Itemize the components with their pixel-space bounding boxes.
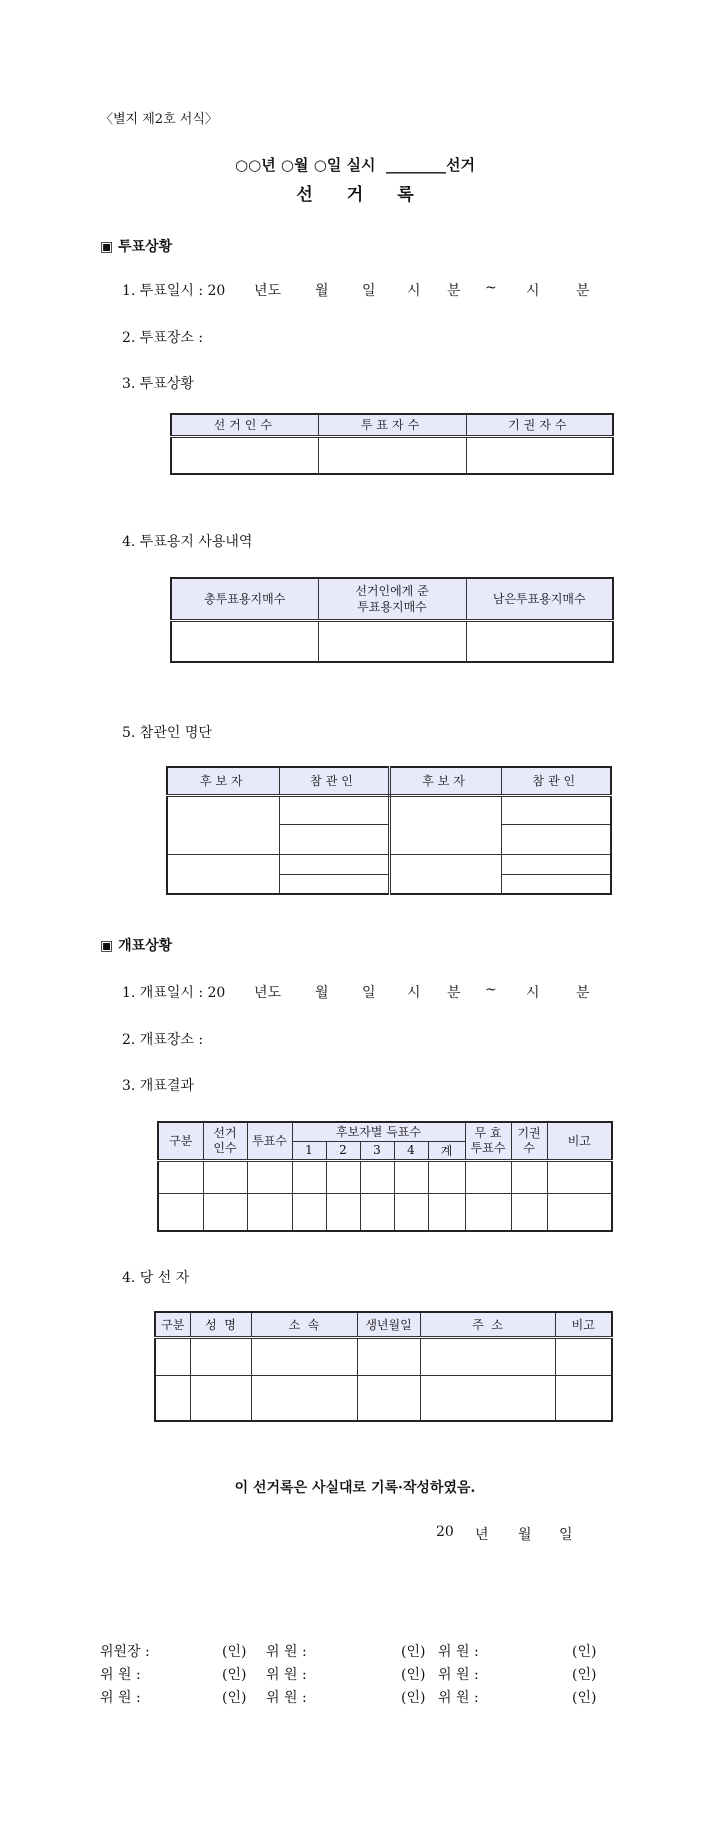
winner-cell[interactable]: [190, 1375, 251, 1421]
cell-observer[interactable]: [279, 824, 389, 854]
result-cell[interactable]: [465, 1193, 511, 1231]
voting-datetime-label: 1. 투표일시 : 20: [122, 283, 226, 299]
unit-tilde: ~: [485, 982, 497, 998]
unit-day: 일: [362, 985, 376, 1001]
cell-candidate[interactable]: [167, 795, 279, 854]
signature-title: 위 원 :: [266, 1644, 307, 1660]
signature-title: 위 원 :: [266, 1667, 307, 1683]
cell-voters[interactable]: [171, 436, 318, 474]
header-ballots-cast: 투표자수: [318, 414, 466, 436]
unit-minute: 분: [447, 985, 461, 1001]
election-title-line: ○○년 ○월 ○일 실시 ________선거: [235, 156, 475, 174]
header-candidate-3: 3: [360, 1141, 394, 1160]
ballot-usage-label: 4. 투표용지 사용내역: [122, 534, 253, 550]
header-observer-1: 참관인: [279, 767, 389, 795]
header-candidate-1: 1: [292, 1141, 326, 1160]
cell-ballots-cast[interactable]: [318, 436, 466, 474]
winner-cell[interactable]: [555, 1375, 612, 1421]
seal-mark: (인): [572, 1644, 597, 1660]
sign-date-day-unit: 일: [559, 1527, 573, 1543]
winner-cell[interactable]: [357, 1375, 420, 1421]
confirmation-statement: 이 선거록은 사실대로 기록·작성하였음.: [234, 1480, 476, 1496]
signature-title: 위 원 :: [100, 1667, 141, 1683]
result-cell[interactable]: [326, 1193, 360, 1231]
cell-candidate[interactable]: [389, 795, 501, 854]
header-candidate-4: 4: [394, 1141, 428, 1160]
header-votes-by-candidate: 후보자별 득표수: [292, 1122, 465, 1141]
header-voter-count: 선거 인수: [203, 1122, 247, 1160]
header-candidate-1: 후보자: [167, 767, 279, 795]
voting-datetime-row: [122, 280, 602, 300]
signature-title: 위 원 :: [438, 1667, 479, 1683]
cell-total-ballots[interactable]: [171, 620, 318, 662]
seal-mark: (인): [222, 1644, 247, 1660]
header-total-ballots: 총투표용지매수: [171, 578, 318, 620]
winner-cell[interactable]: [155, 1337, 190, 1375]
result-cell[interactable]: [394, 1160, 428, 1193]
header-birthdate: 생년월일: [357, 1312, 420, 1337]
voting-status-label: 3. 투표상황: [122, 376, 194, 392]
signature-row: [100, 1641, 600, 1661]
counting-datetime-row: [122, 982, 602, 1002]
winner-cell[interactable]: [357, 1337, 420, 1375]
winner-cell[interactable]: [251, 1337, 357, 1375]
result-cell[interactable]: [203, 1160, 247, 1193]
cell-abstainers[interactable]: [466, 436, 613, 474]
form-number: 〈별지 제2호 서식〉: [100, 112, 218, 127]
header-observer-2: 참관인: [501, 767, 611, 795]
unit-month: 월: [315, 283, 329, 299]
winner-cell[interactable]: [190, 1337, 251, 1375]
sign-date-year-prefix: 20: [436, 1524, 454, 1540]
result-cell[interactable]: [247, 1160, 292, 1193]
result-cell[interactable]: [547, 1193, 612, 1231]
signature-title: 위 원 :: [438, 1690, 479, 1706]
observer-list-label: 5. 참관인 명단: [122, 725, 212, 741]
cell-observer[interactable]: [501, 795, 611, 824]
seal-mark: (인): [572, 1667, 597, 1683]
unit-year: 년도: [254, 283, 282, 299]
voting-place-label: 2. 투표장소 :: [122, 330, 204, 346]
seal-mark: (인): [222, 1667, 247, 1683]
header-gubun: 구분: [155, 1312, 190, 1337]
cell-issued-ballots[interactable]: [318, 620, 466, 662]
header-voters: 선거인수: [171, 414, 318, 436]
winner-cell[interactable]: [155, 1375, 190, 1421]
winner-cell[interactable]: [420, 1375, 555, 1421]
unit-minute-end: 분: [576, 985, 590, 1001]
document-title: 선거록: [296, 185, 448, 205]
header-total: 계: [428, 1141, 465, 1160]
header-invalid-votes: 무 효 투표수: [465, 1122, 511, 1160]
header-candidate-2: 후보자: [389, 767, 501, 795]
result-cell[interactable]: [203, 1193, 247, 1231]
cell-observer[interactable]: [501, 874, 611, 894]
signature-row: [100, 1664, 600, 1684]
cell-observer[interactable]: [501, 824, 611, 854]
result-cell[interactable]: [394, 1193, 428, 1231]
cell-observer[interactable]: [501, 854, 611, 874]
unit-tilde: ~: [485, 280, 497, 296]
unit-year: 년도: [254, 985, 282, 1001]
result-cell[interactable]: [547, 1160, 612, 1193]
signature-title: 위 원 :: [100, 1690, 141, 1706]
header-abstainers: 기권자수: [466, 414, 613, 436]
result-cell[interactable]: [292, 1160, 326, 1193]
unit-hour-end: 시: [526, 283, 540, 299]
cell-observer[interactable]: [279, 795, 389, 824]
counting-place-label: 2. 개표장소 :: [122, 1032, 204, 1048]
result-cell[interactable]: [247, 1193, 292, 1231]
winner-cell[interactable]: [555, 1337, 612, 1375]
signature-row: [100, 1687, 600, 1707]
voting-status-table: [170, 413, 614, 475]
cell-candidate[interactable]: [389, 854, 501, 894]
result-cell[interactable]: [360, 1193, 394, 1231]
header-candidate-2: 2: [326, 1141, 360, 1160]
header-remaining-ballots: 남은투표용지매수: [466, 578, 613, 620]
cell-candidate[interactable]: [167, 854, 279, 894]
sign-date-year-unit: 년: [475, 1527, 489, 1543]
header-affiliation: 소 속: [251, 1312, 357, 1337]
sign-date: [436, 1524, 576, 1544]
signature-title: 위원장 :: [100, 1644, 150, 1660]
signature-title: 위 원 :: [266, 1690, 307, 1706]
cell-observer[interactable]: [279, 874, 389, 894]
sign-date-month-unit: 월: [518, 1527, 532, 1543]
cell-remaining-ballots[interactable]: [466, 620, 613, 662]
winner-label: 4. 당 선 자: [122, 1270, 190, 1286]
cell-observer[interactable]: [279, 854, 389, 874]
result-cell[interactable]: [158, 1193, 203, 1231]
result-cell[interactable]: [428, 1193, 465, 1231]
result-cell[interactable]: [428, 1160, 465, 1193]
unit-hour: 시: [407, 283, 421, 299]
ballot-usage-table: [170, 577, 614, 663]
header-remark: 비고: [555, 1312, 612, 1337]
header-address: 주 소: [420, 1312, 555, 1337]
observer-table: [166, 766, 612, 895]
result-cell[interactable]: [292, 1193, 326, 1231]
unit-month: 월: [315, 985, 329, 1001]
header-issued-ballots: 선거인에게 준 투표용지매수: [318, 578, 466, 620]
seal-mark: (인): [401, 1644, 426, 1660]
counting-section-heading: ▣ 개표상황: [100, 938, 173, 954]
result-cell[interactable]: [326, 1160, 360, 1193]
result-cell[interactable]: [360, 1160, 394, 1193]
counting-result-label: 3. 개표결과: [122, 1078, 194, 1094]
result-cell[interactable]: [465, 1160, 511, 1193]
seal-mark: (인): [401, 1667, 426, 1683]
result-cell[interactable]: [158, 1160, 203, 1193]
unit-day: 일: [362, 283, 376, 299]
header-name: 성 명: [190, 1312, 251, 1337]
unit-minute-end: 분: [576, 283, 590, 299]
winner-table: [154, 1311, 613, 1422]
counting-result-table: [157, 1121, 613, 1232]
seal-mark: (인): [222, 1690, 247, 1706]
seal-mark: (인): [572, 1690, 597, 1706]
header-gubun: 구분: [158, 1122, 203, 1160]
voting-section-heading: ▣ 투표상황: [100, 239, 173, 255]
result-cell[interactable]: [511, 1193, 547, 1231]
winner-cell[interactable]: [420, 1337, 555, 1375]
winner-cell[interactable]: [251, 1375, 357, 1421]
unit-hour: 시: [407, 985, 421, 1001]
unit-minute: 분: [447, 283, 461, 299]
header-vote-count: 투표수: [247, 1122, 292, 1160]
signature-title: 위 원 :: [438, 1644, 479, 1660]
seal-mark: (인): [401, 1690, 426, 1706]
counting-datetime-label: 1. 개표일시 : 20: [122, 985, 226, 1001]
header-abstentions: 기권 수: [511, 1122, 547, 1160]
header-remark: 비고: [547, 1122, 612, 1160]
result-cell[interactable]: [511, 1160, 547, 1193]
unit-hour-end: 시: [526, 985, 540, 1001]
